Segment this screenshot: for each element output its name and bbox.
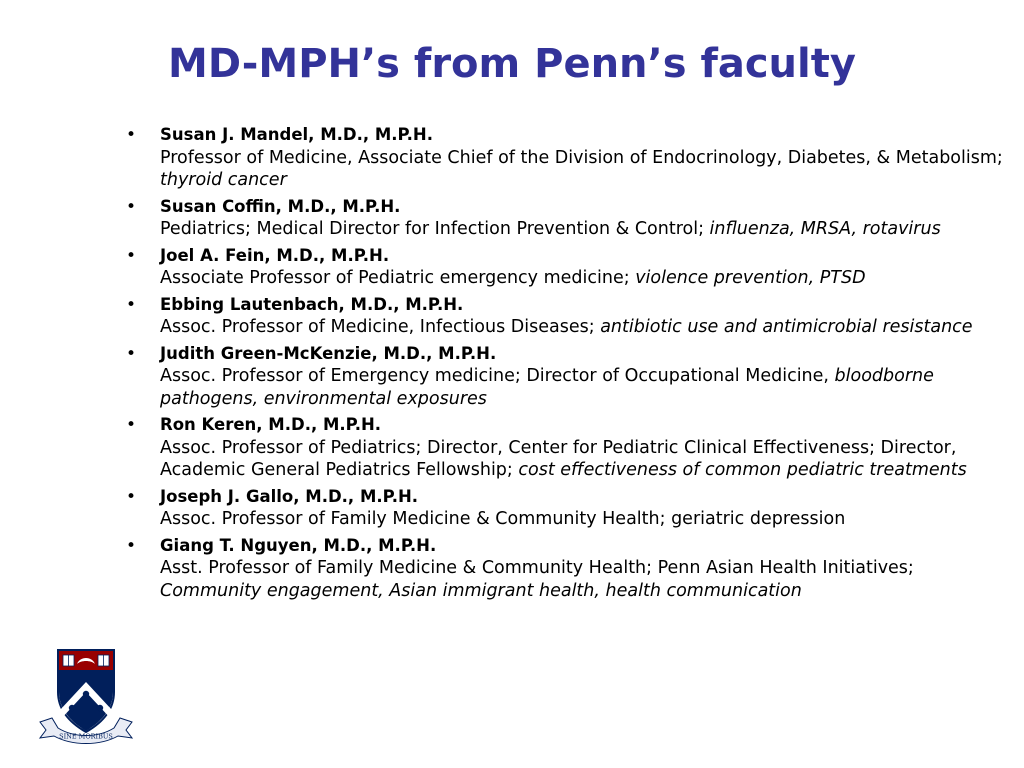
faculty-topic: influenza, MRSA, rotavirus [709, 219, 941, 239]
faculty-item [120, 124, 1016, 192]
faculty-name: Ebbing Lautenbach, M.D., M.P.H. [160, 294, 464, 314]
faculty-name: Susan J. Mandel, M.D., M.P.H. [160, 125, 433, 144]
plate-icon [69, 705, 75, 711]
bullet: • [126, 245, 137, 266]
faculty-name: Susan Coffin, M.D., M.P.H. [160, 196, 401, 216]
faculty-name: Joel A. Fein, M.D., M.P.H. [160, 245, 390, 265]
faculty-item [120, 245, 1016, 290]
faculty-name: Giang T. Nguyen, M.D., M.P.H. [160, 535, 437, 555]
faculty-role: Assoc. Professor of Emergency medicine; Director of Occupational Medicine, [160, 366, 835, 386]
bullet: • [126, 486, 137, 507]
slide-title: MD-MPH’s from Penn’s faculty [168, 41, 856, 87]
faculty-role: Professor of Medicine, Associate Chief of the Division of Endocrinology, Diabetes, & Metabolism; [160, 147, 1003, 168]
plate-icon [83, 691, 89, 697]
faculty-topic: thyroid cancer [160, 170, 287, 190]
bullet: • [126, 196, 137, 217]
faculty-topic: antibiotic use and antimicrobial resistance [600, 317, 973, 337]
faculty-name: Ron Keren, M.D., M.P.H. [160, 415, 382, 434]
faculty-role: Assoc. Professor of Medicine, Infectious Diseases; [160, 317, 601, 337]
faculty-topic: violence prevention, PTSD [635, 268, 866, 288]
faculty-item [120, 294, 1016, 339]
faculty-topic: bloodborne pathogens, environmental exposures [160, 366, 934, 409]
faculty-item [120, 414, 1016, 482]
faculty-name: Joseph J. Gallo, M.D., M.P.H. [160, 486, 419, 506]
faculty-name: Judith Green-McKenzie, M.D., M.P.H. [160, 343, 497, 363]
faculty-role: Associate Professor of Pediatric emergency medicine; [160, 268, 636, 288]
penn-shield-logo [36, 646, 136, 746]
faculty-list [120, 124, 1016, 606]
faculty-role: Asst. Professor of Family Medicine & Community Health; Penn Asian Health Initiatives; [160, 558, 914, 578]
faculty-item [120, 535, 1016, 603]
shield-field [59, 670, 113, 731]
faculty-item [120, 343, 1016, 411]
faculty-role: Pediatrics; Medical Director for Infection Prevention & Control; [160, 219, 710, 239]
faculty-role: Assoc. Professor of Pediatrics; Director, Center for Pediatric Clinical Effectiveness; Director, Academic General Pediatrics Fellowship; [160, 437, 957, 480]
bullet: • [126, 125, 137, 145]
faculty-item [120, 196, 1016, 241]
motto-text: SINE MORIBUS [59, 732, 113, 741]
bullet: • [126, 294, 137, 315]
bullet: • [126, 535, 137, 556]
faculty-topic: Community engagement, Asian immigrant health, health communication [160, 580, 802, 601]
bullet: • [126, 343, 137, 364]
faculty-topic: cost effectiveness of common pediatric treatments [518, 460, 967, 480]
bullet: • [126, 415, 137, 435]
faculty-role: Assoc. Professor of Family Medicine & Community Health; geriatric depression [160, 509, 846, 529]
faculty-item [120, 486, 1016, 531]
plate-icon [97, 705, 103, 711]
